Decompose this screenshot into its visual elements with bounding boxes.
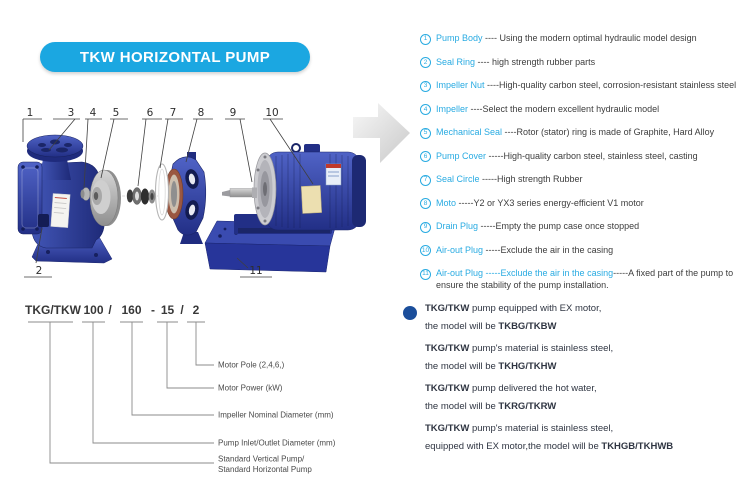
motor-flange xyxy=(254,153,276,225)
label-standard-vertical: Standard Vertical Pump/ xyxy=(218,454,305,464)
part-text: Pump Body ---- Using the modern optimal hydraulic model design xyxy=(436,33,697,43)
label-inlet-outlet-diameter: Pump Inlet/Outlet Diameter (mm) xyxy=(218,438,336,448)
motor-nameplate xyxy=(301,185,321,213)
code-token-series: TKG/TKW xyxy=(25,303,81,317)
note-group xyxy=(425,340,753,376)
eyebolt-icon xyxy=(292,144,300,152)
model-notes-lines xyxy=(425,300,753,456)
label-motor-power: Motor Power (kW) xyxy=(218,383,283,393)
note-intro-line: TKG/TKW pump delivered the hot water, xyxy=(425,383,597,394)
callout-label-1: 1 xyxy=(26,107,34,119)
label-standard-horizontal: Standard Horizontal Pump xyxy=(218,465,312,474)
note-model-line: the model will be TKRG/TKRW xyxy=(425,401,557,412)
part-text: Impeller ----Select the modern excellent hydraulic model xyxy=(436,103,660,114)
part-text: Impeller Nut ----High-quality carbon steel, corrosion-resistant stainless steel xyxy=(436,80,737,90)
motor xyxy=(222,144,366,234)
code-token-slash2: / xyxy=(180,303,184,317)
code-token-dash: - xyxy=(151,303,155,317)
callout-label-2: 2 xyxy=(35,265,43,277)
code-token-impeller: 160 xyxy=(121,303,142,317)
part-item xyxy=(420,245,754,257)
motor-sticker xyxy=(326,164,341,185)
part-text: Air-out Plug -----Exclude the air in the casing-----A fixed part of the pump to ensure the stability of the pump installation. xyxy=(436,268,734,290)
drain-plug xyxy=(38,214,49,227)
part-text: Air-out Plug -----Exclude the air in the casing xyxy=(436,244,614,255)
part-item xyxy=(420,198,754,210)
part-number-badge: 10 xyxy=(420,245,431,256)
part-number-badge: 9 xyxy=(420,222,431,233)
parts-list xyxy=(420,33,754,303)
note-intro-line: TKG/TKW pump's material is stainless steel, xyxy=(425,423,614,434)
model-code-string xyxy=(25,303,200,317)
note-group xyxy=(425,300,753,336)
arrow-right-icon xyxy=(353,103,410,163)
code-token-inlet: 100 xyxy=(83,303,104,317)
nomenclature-labels xyxy=(218,361,336,475)
callout-label-9: 9 xyxy=(229,107,237,119)
note-model-line: equipped with EX motor,the model will be TKHGB/TKHWB xyxy=(425,441,674,452)
label-impeller-diameter: Impeller Nominal Diameter (mm) xyxy=(218,410,334,420)
part-text: Moto -----Y2 or YX3 series energy-efficient V1 motor xyxy=(436,197,644,208)
part-item xyxy=(420,104,754,116)
part-number-badge: 2 xyxy=(420,57,431,68)
part-text: Mechanical Seal ----Rotor (stator) ring is made of Graphite, Hard Alloy xyxy=(436,127,715,137)
note-intro-line: TKG/TKW pump equipped with EX motor, xyxy=(425,303,602,314)
note-model-line: the model will be TKHG/TKHW xyxy=(425,361,557,372)
callout-label-5: 5 xyxy=(112,107,120,119)
pump-label xyxy=(51,193,70,227)
part-text: Seal Circle -----High strength Rubber xyxy=(436,174,583,184)
seal-circle-ring xyxy=(156,164,169,220)
note-group xyxy=(425,380,753,416)
model-code-diagram xyxy=(18,296,388,486)
part-number-badge: 1 xyxy=(420,34,431,45)
part-number-badge: 6 xyxy=(420,151,431,162)
note-intro-line: TKG/TKW pump's material is stainless steel, xyxy=(425,343,614,354)
part-item xyxy=(420,151,754,163)
part-item xyxy=(420,57,754,69)
part-number-badge: 11 xyxy=(420,269,431,280)
note-group xyxy=(425,420,753,456)
bullet-icon xyxy=(403,306,417,320)
part-number-badge: 7 xyxy=(420,175,431,186)
part-number-badge: 4 xyxy=(420,104,431,115)
code-token-slash1: / xyxy=(108,303,112,317)
pump-cover xyxy=(165,152,206,244)
part-item xyxy=(420,221,754,233)
note-model-line: the model will be TKBG/TKBW xyxy=(425,321,557,332)
callout-label-8: 8 xyxy=(197,107,205,119)
callout-label-4: 4 xyxy=(89,107,97,119)
part-item xyxy=(420,127,754,139)
callout-label-3: 3 xyxy=(67,107,75,119)
callout-label-10: 10 xyxy=(265,107,279,119)
part-item xyxy=(420,174,754,186)
part-item xyxy=(420,268,754,291)
code-token-power: 15 xyxy=(160,303,175,317)
motor-rear-cap xyxy=(352,155,366,227)
code-token-pole: 2 xyxy=(192,303,200,317)
part-number-badge: 8 xyxy=(420,198,431,209)
title-banner xyxy=(40,42,310,72)
exploded-pump-diagram xyxy=(8,100,420,290)
part-number-badge: 3 xyxy=(420,81,431,92)
motor-shaft xyxy=(222,188,257,199)
model-notes xyxy=(403,300,753,460)
page-title: TKW HORIZONTAL PUMP xyxy=(79,48,271,66)
part-text: Drain Plug -----Empty the pump case once stopped xyxy=(436,221,640,231)
part-item xyxy=(420,33,754,45)
part-number-badge: 5 xyxy=(420,128,431,139)
part-text: Seal Ring ---- high strength rubber parts xyxy=(436,56,596,67)
part-item xyxy=(420,80,754,92)
callout-label-7: 7 xyxy=(169,107,177,119)
nomenclature-lines xyxy=(28,322,214,463)
callout-label-6: 6 xyxy=(146,107,154,119)
part-text: Pump Cover -----High-quality carbon steel, stainless steel, casting xyxy=(436,150,698,161)
label-motor-pole: Motor Pole (2,4,6,) xyxy=(218,360,285,370)
callout-label-11: 11 xyxy=(249,265,263,277)
